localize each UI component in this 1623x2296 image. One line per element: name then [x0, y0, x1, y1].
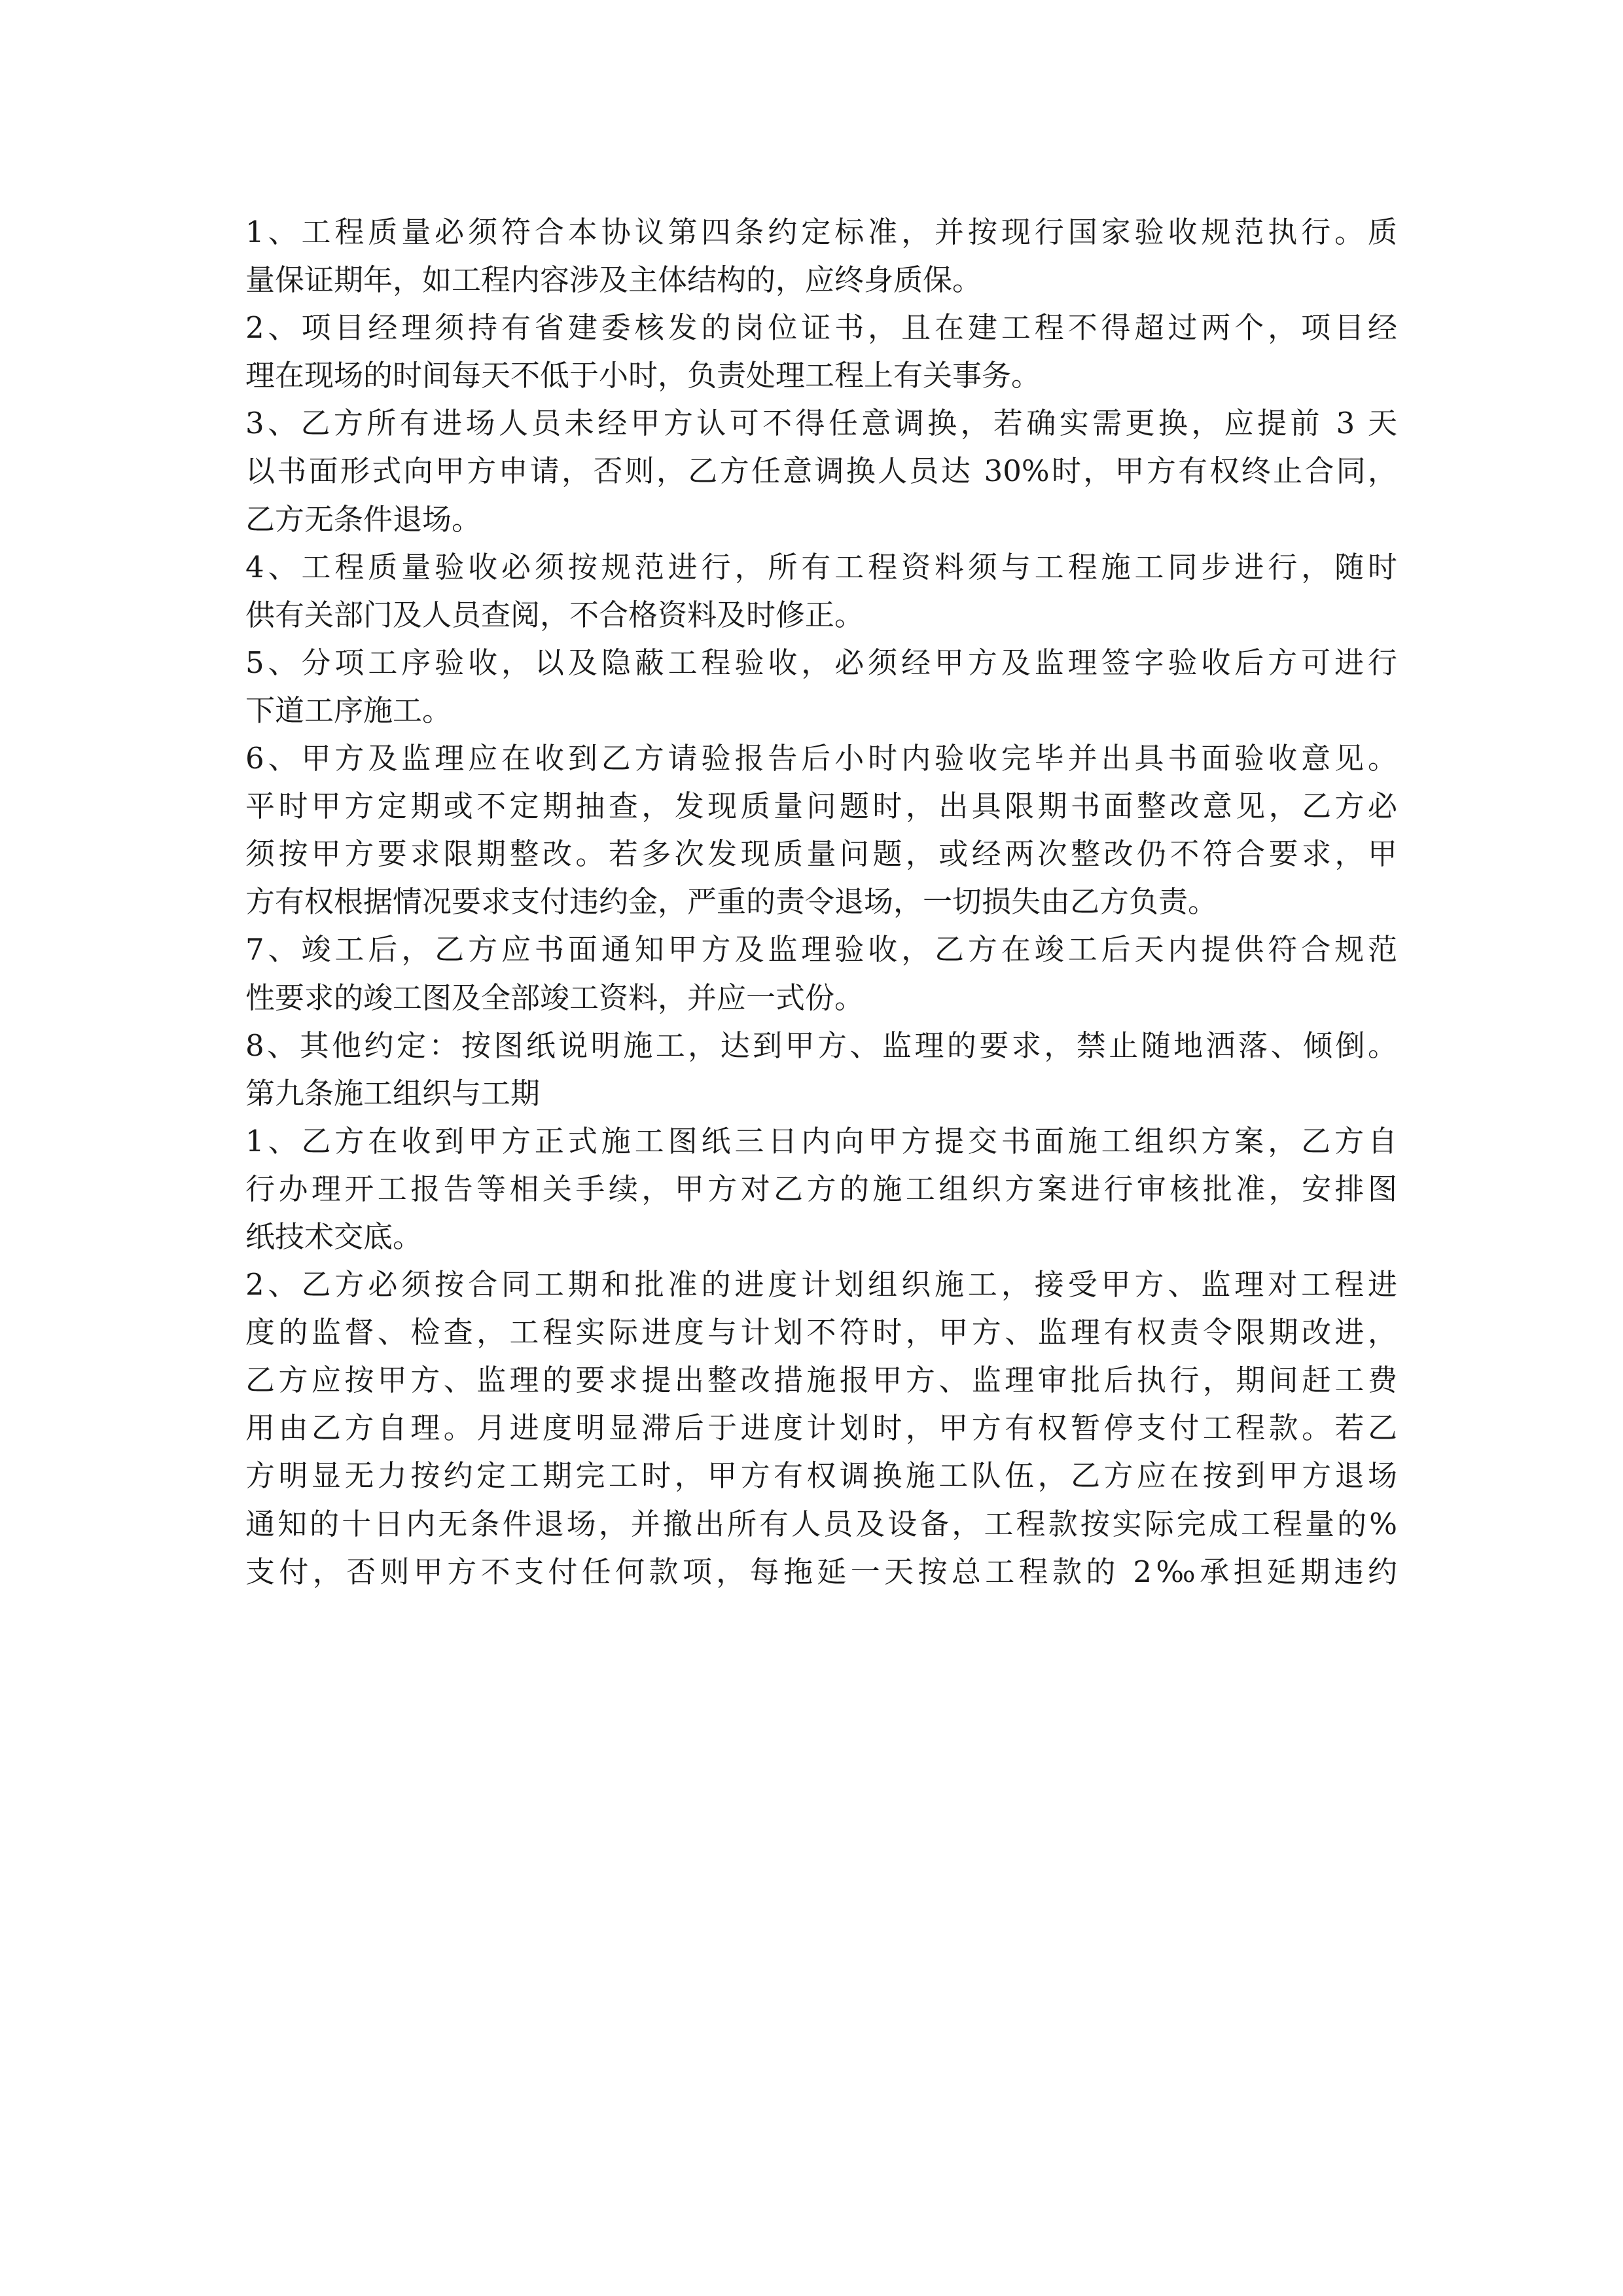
text-line: 须按甲方要求限期整改。若多次发现质量问题，或经两次整改仍不符合要求，甲: [245, 836, 1397, 872]
text-line: 用由乙方自理。月进度明显滞后于进度计划时，甲方有权暂停支付工程款。若乙: [245, 1410, 1397, 1446]
section-heading: 第九条施工组织与工期: [245, 1075, 541, 1111]
text-line: 8、其他约定：按图纸说明施工，达到甲方、监理的要求，禁止随地洒落、倾倒。: [245, 1028, 1397, 1063]
text-line: 性要求的竣工图及全部竣工资料，并应一式份。: [245, 980, 865, 1015]
text-line: 4、工程质量验收必须按规范进行，所有工程资料须与工程施工同步进行，随时: [245, 549, 1397, 584]
text-line: 平时甲方定期或不定期抽查，发现质量问题时，出具限期书面整改意见，乙方必: [245, 789, 1397, 824]
text-line: 2、项目经理须持有省建委核发的岗位证书，且在建工程不得超过两个，项目经: [245, 310, 1397, 346]
text-line: 纸技术交底。: [245, 1219, 423, 1254]
text-line: 7、竣工后，乙方应书面通知甲方及监理验收，乙方在竣工后天内提供符合规范: [245, 932, 1397, 967]
text-line: 供有关部门及人员查阅，不合格资料及时修正。: [245, 597, 865, 632]
text-line: 方明显无力按约定工期完工时，甲方有权调换施工队伍，乙方应在按到甲方退场: [245, 1458, 1397, 1494]
text-line: 5、分项工序验收，以及隐蔽工程验收，必须经甲方及监理签字验收后方可进行: [245, 645, 1397, 680]
text-line: 支付，否则甲方不支付任何款项，每拖延一天按总工程款的 2‰承担延期违约: [245, 1554, 1397, 1589]
text-line: 下道工序施工。: [245, 692, 452, 728]
document-body: [245, 208, 1397, 1596]
text-line: 1、工程质量必须符合本协议第四条约定标准，并按现行国家验收规范执行。质: [245, 215, 1397, 249]
text-line: 通知的十日内无条件退场，并撤出所有人员及设备，工程款按实际完成工程量的%: [245, 1506, 1397, 1541]
text-line: 1、乙方在收到甲方正式施工图纸三日内向甲方提交书面施工组织方案，乙方自: [245, 1123, 1397, 1158]
text-line: 行办理开工报告等相关手续，甲方对乙方的施工组织方案进行审核批准，安排图: [245, 1171, 1397, 1206]
text-line: 6、甲方及监理应在收到乙方请验报告后小时内验收完毕并出具书面验收意见。: [245, 741, 1397, 776]
text-line: 量保证期年，如工程内容涉及主体结构的，应终身质保。: [245, 262, 982, 298]
text-line: 度的监督、检查，工程实际进度与计划不符时，甲方、监理有权责令限期改进，: [245, 1315, 1397, 1350]
text-line: 乙方无条件退场。: [245, 501, 482, 537]
text-line: 方有权根据情况要求支付违约金，严重的责令退场，一切损失由乙方负责。: [245, 884, 1218, 920]
text-line: 3、乙方所有进场人员未经甲方认可不得任意调换，若确实需更换，应提前 3 天: [245, 406, 1397, 441]
text-line: 以书面形式向甲方申请，否则，乙方任意调换人员达 30%时，甲方有权终止合同，: [245, 454, 1397, 489]
text-line: 乙方应按甲方、监理的要求提出整改措施报甲方、监理审批后执行，期间赶工费: [245, 1363, 1397, 1398]
text-line: 理在现场的时间每天不低于小时，负责处理工程上有关事务。: [245, 358, 1041, 393]
text-line: 2、乙方必须按合同工期和批准的进度计划组织施工，接受甲方、监理对工程进: [245, 1267, 1397, 1302]
